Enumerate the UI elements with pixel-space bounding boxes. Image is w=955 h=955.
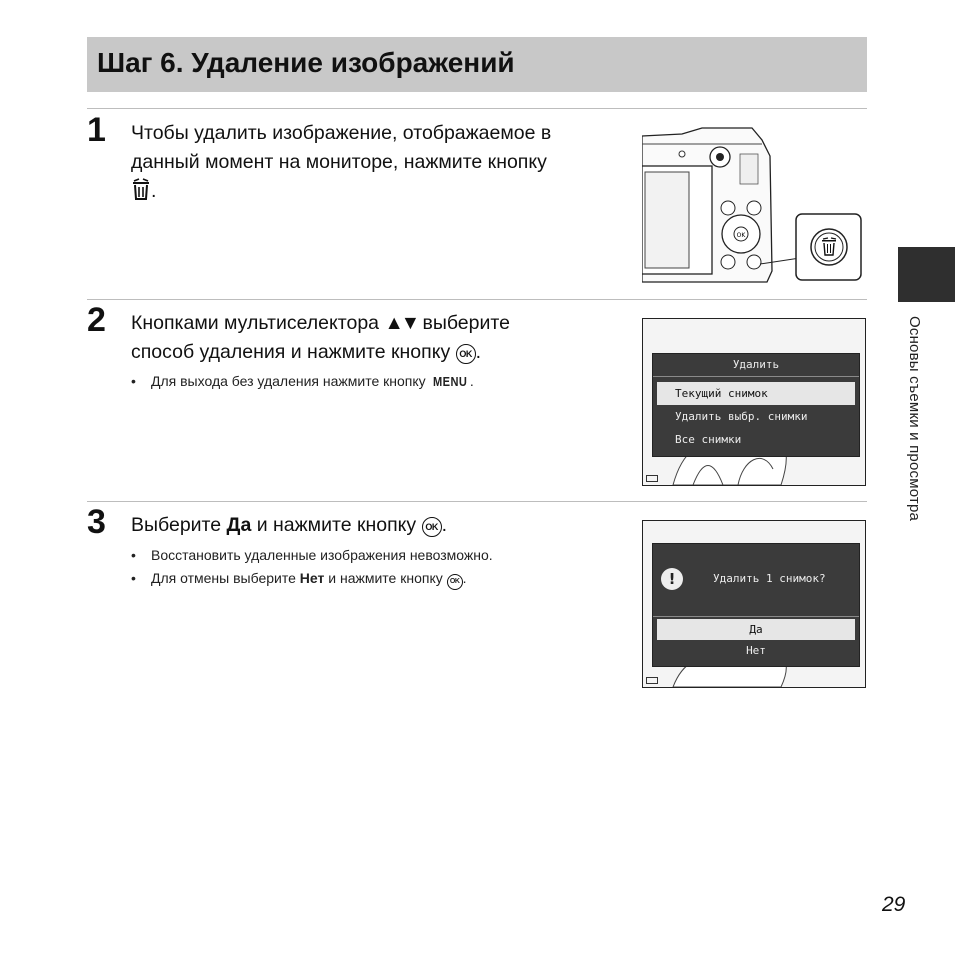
page-title: Шаг 6. Удаление изображений: [97, 47, 515, 78]
divider: [87, 299, 867, 300]
step-1-text: [131, 119, 551, 210]
bullet-text: Восстановить удаленные изображения невозможно.: [151, 547, 493, 563]
list-item: [131, 544, 493, 567]
confirm-dialog: [652, 543, 860, 667]
menu-option-selected[interactable]: Удалить выбр. снимки: [675, 410, 808, 423]
ok-button-icon: OK: [456, 344, 476, 364]
step-3-text-b: и нажмите кнопку: [256, 514, 417, 536]
lcd-delete-menu: [642, 318, 866, 486]
bullet-text-b: и нажмите кнопку: [328, 570, 443, 586]
step-2-line-2: способ удаления и нажмите кнопку OK .: [131, 341, 482, 363]
page-number: 29: [882, 893, 906, 916]
dialog-option-no[interactable]: Нет: [746, 644, 766, 657]
side-tab-label: Основы съемки и просмотра: [906, 316, 923, 522]
list-item: • Для отмены выберите Нет и нажмите кнопку OK .: [131, 567, 493, 590]
step-2-text-a: Кнопками мультиселектора: [131, 312, 380, 334]
bullet-bold: Нет: [299, 570, 325, 586]
side-tab-marker: [898, 247, 955, 302]
ok-button-icon: OK: [422, 517, 442, 537]
divider: [87, 501, 867, 502]
menu-button-icon: MENU: [432, 374, 467, 389]
step-3-text-a: Выберите: [131, 514, 222, 536]
up-down-arrows-icon: ▲▼: [384, 312, 418, 334]
step-2-number: 2: [87, 301, 106, 339]
divider: [87, 108, 867, 109]
menu-header: Удалить: [653, 354, 859, 377]
battery-icon: [646, 677, 658, 684]
bullet-text: Для выхода без удаления нажмите кнопку: [151, 373, 426, 389]
step-2-text: [131, 309, 510, 367]
step-3-number: 3: [87, 503, 106, 541]
step-2-line-2-text: способ удаления и нажмите кнопку: [131, 341, 451, 363]
step-3-bold: Да: [226, 514, 252, 536]
dialog-message-area: [653, 544, 859, 617]
step-1-line-2: данный момент на мониторе, нажмите кнопку: [131, 151, 547, 173]
step-1-line-1: Чтобы удалить изображение, отображаемое в: [131, 122, 552, 144]
step-1-line-3: .: [131, 177, 551, 210]
lcd-confirm-dialog: [642, 520, 866, 688]
warning-icon: !: [661, 568, 683, 590]
battery-icon: [646, 475, 658, 482]
step-3-bullets: [131, 544, 493, 590]
step-1-number: 1: [87, 111, 106, 149]
camera-illustration: [642, 126, 868, 284]
dialog-option-yes[interactable]: Да: [657, 619, 855, 640]
delete-menu: [652, 353, 860, 457]
list-item: • Для выхода без удаления нажмите кнопку MENU .: [131, 370, 474, 393]
ok-button-icon: OK: [447, 574, 463, 590]
step-2-line-1: [131, 309, 510, 338]
step-3-text: Выберите Да и нажмите кнопку OK .: [131, 514, 448, 536]
svg-text:OK: OK: [736, 232, 746, 239]
menu-option-current[interactable]: Текущий снимок: [657, 382, 855, 405]
title-bar: [87, 37, 867, 92]
bullet-text-a: Для отмены выберите: [151, 570, 296, 586]
step-2-text-b: выберите: [422, 312, 510, 334]
trash-icon: [131, 177, 151, 210]
menu-option-all[interactable]: Все снимки: [675, 433, 742, 446]
dialog-message: Удалить 1 снимок?: [713, 572, 826, 585]
step-2-bullets: [131, 370, 474, 393]
